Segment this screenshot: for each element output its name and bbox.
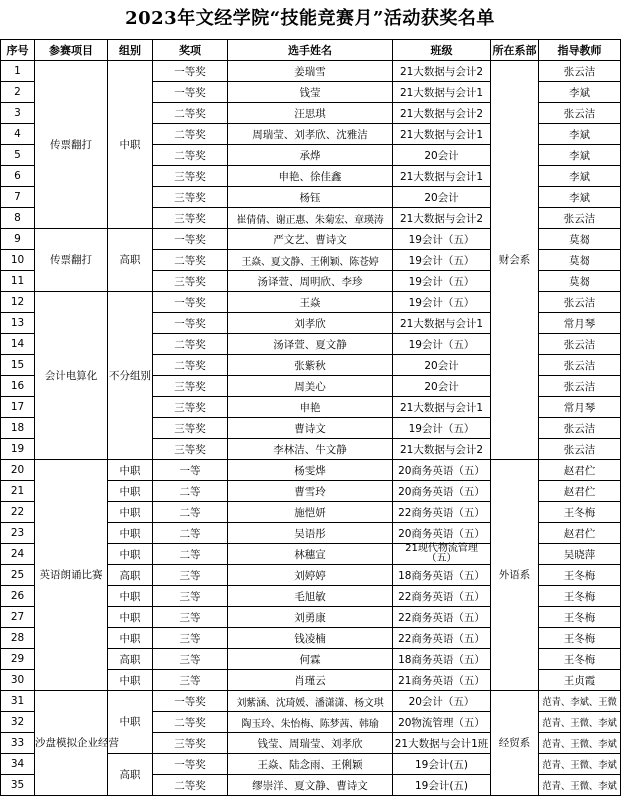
cell-names: 刘婷婷	[228, 565, 393, 586]
table-row	[1, 61, 621, 82]
cell-class: 21大数据与会计2	[393, 103, 491, 124]
cell-teacher: 常月琴	[539, 397, 621, 418]
cell-names: 王焱	[228, 292, 393, 313]
cell-award: 三等	[153, 586, 228, 607]
cell-class: 19会计（五）	[393, 271, 491, 292]
cell-no: 16	[1, 376, 35, 397]
cell-group: 中职	[108, 460, 153, 481]
cell-dept: 财会系	[491, 61, 539, 460]
cell-group: 高职	[108, 649, 153, 670]
cell-group: 高职	[108, 229, 153, 292]
cell-names: 钱莹	[228, 82, 393, 103]
cell-teacher: 李斌	[539, 166, 621, 187]
cell-class: 19会计(五)	[393, 775, 491, 796]
cell-teacher: 莫芻	[539, 229, 621, 250]
cell-award: 一等	[153, 460, 228, 481]
cell-no: 25	[1, 565, 35, 586]
cell-no: 34	[1, 754, 35, 775]
cell-teacher: 范青、李斌、王微	[539, 691, 621, 712]
cell-names: 陶玉玲、朱怡梅、陈梦茜、韩瑜	[228, 712, 393, 733]
cell-names: 施恺妍	[228, 502, 393, 523]
cell-names: 周瑞莹、刘孝欣、沈雅洁	[228, 124, 393, 145]
cell-award: 二等奖	[153, 124, 228, 145]
cell-class: 22商务英语（五）	[393, 502, 491, 523]
cell-award: 三等奖	[153, 418, 228, 439]
cell-group: 高职	[108, 754, 153, 796]
cell-names: 姜瑞雪	[228, 61, 393, 82]
cell-award: 一等奖	[153, 313, 228, 334]
cell-names: 李林洁、牛文静	[228, 439, 393, 460]
cell-names: 缪崇洋、夏文静、曹诗文	[228, 775, 393, 796]
table-row	[1, 460, 621, 481]
cell-teacher: 莫芻	[539, 271, 621, 292]
cell-teacher: 王冬梅	[539, 565, 621, 586]
cell-teacher: 李斌	[539, 124, 621, 145]
cell-award: 三等	[153, 670, 228, 691]
cell-names: 张紫秋	[228, 355, 393, 376]
cell-teacher: 范青、王微、李斌	[539, 775, 621, 796]
cell-names: 汤译萱、周明欣、李珍	[228, 271, 393, 292]
cell-no: 27	[1, 607, 35, 628]
cell-class: 20会计（五）	[393, 691, 491, 712]
award-table	[0, 39, 621, 796]
cell-teacher: 范青、王微、李斌	[539, 712, 621, 733]
cell-no: 22	[1, 502, 35, 523]
cell-class: 20商务英语（五）	[393, 481, 491, 502]
cell-award: 二等奖	[153, 355, 228, 376]
cell-no: 9	[1, 229, 35, 250]
cell-class: 21现代物流管理（五）	[393, 544, 491, 565]
cell-award: 三等	[153, 649, 228, 670]
cell-no: 35	[1, 775, 35, 796]
cell-names: 林穗宣	[228, 544, 393, 565]
cell-names: 肖瑾云	[228, 670, 393, 691]
cell-no: 10	[1, 250, 35, 271]
header-group: 组别	[108, 40, 153, 61]
cell-class: 20商务英语（五）	[393, 460, 491, 481]
cell-award: 三等奖	[153, 208, 228, 229]
cell-no: 20	[1, 460, 35, 481]
header-class: 班级	[393, 40, 491, 61]
cell-award: 一等奖	[153, 61, 228, 82]
cell-class: 18商务英语（五）	[393, 565, 491, 586]
cell-award: 三等奖	[153, 733, 228, 754]
cell-no: 21	[1, 481, 35, 502]
cell-teacher: 赵君伫	[539, 523, 621, 544]
header-dept: 所在系部	[491, 40, 539, 61]
cell-no: 11	[1, 271, 35, 292]
cell-teacher: 王贞霞	[539, 670, 621, 691]
cell-class: 22商务英语（五）	[393, 628, 491, 649]
cell-award: 一等奖	[153, 754, 228, 775]
cell-award: 一等奖	[153, 691, 228, 712]
cell-class: 21大数据与会计1班	[393, 733, 491, 754]
cell-names: 刘孝欣	[228, 313, 393, 334]
cell-class: 21商务英语（五）	[393, 670, 491, 691]
cell-project: 传票翻打	[35, 61, 108, 229]
cell-names: 吴语彤	[228, 523, 393, 544]
cell-teacher: 王冬梅	[539, 502, 621, 523]
cell-class: 19会计（五）	[393, 250, 491, 271]
cell-class: 19会计（五）	[393, 418, 491, 439]
cell-names: 申艳	[228, 397, 393, 418]
cell-class: 21大数据与会计1	[393, 166, 491, 187]
cell-class: 20会计	[393, 355, 491, 376]
cell-class: 19会计(五)	[393, 754, 491, 775]
cell-group: 中职	[108, 481, 153, 502]
cell-class: 21大数据与会计2	[393, 61, 491, 82]
cell-award: 二等奖	[153, 250, 228, 271]
cell-no: 18	[1, 418, 35, 439]
cell-project: 沙盘模拟企业经营	[35, 691, 108, 796]
cell-class: 20商务英语（五）	[393, 523, 491, 544]
cell-award: 三等奖	[153, 187, 228, 208]
cell-teacher: 李斌	[539, 145, 621, 166]
cell-teacher: 张云洁	[539, 334, 621, 355]
cell-award: 二等	[153, 523, 228, 544]
cell-class: 21大数据与会计1	[393, 124, 491, 145]
cell-dept: 经贸系	[491, 691, 539, 796]
cell-no: 23	[1, 523, 35, 544]
cell-class: 20会计	[393, 376, 491, 397]
cell-award: 二等	[153, 481, 228, 502]
cell-teacher: 常月琴	[539, 313, 621, 334]
cell-award: 二等奖	[153, 103, 228, 124]
cell-no: 8	[1, 208, 35, 229]
cell-award: 一等奖	[153, 292, 228, 313]
cell-no: 12	[1, 292, 35, 313]
cell-no: 13	[1, 313, 35, 334]
cell-no: 17	[1, 397, 35, 418]
cell-project: 会计电算化	[35, 292, 108, 460]
cell-teacher: 张云洁	[539, 376, 621, 397]
cell-group: 不分组别	[108, 292, 153, 460]
cell-class: 21大数据与会计1	[393, 397, 491, 418]
cell-class: 19会计（五）	[393, 292, 491, 313]
cell-teacher: 范青、王微、李斌	[539, 754, 621, 775]
cell-class: 20会计	[393, 145, 491, 166]
table-header-row	[1, 40, 621, 61]
cell-names: 曹诗文	[228, 418, 393, 439]
cell-no: 32	[1, 712, 35, 733]
cell-teacher: 张云洁	[539, 103, 621, 124]
cell-no: 26	[1, 586, 35, 607]
cell-project: 传票翻打	[35, 229, 108, 292]
cell-no: 31	[1, 691, 35, 712]
cell-teacher: 王冬梅	[539, 607, 621, 628]
cell-award: 三等	[153, 607, 228, 628]
cell-names: 刘紫涵、沈琦媛、潘潇潇、杨文琪	[228, 691, 393, 712]
cell-award: 一等奖	[153, 229, 228, 250]
cell-teacher: 赵君伫	[539, 481, 621, 502]
cell-no: 19	[1, 439, 35, 460]
cell-no: 28	[1, 628, 35, 649]
cell-teacher: 王冬梅	[539, 649, 621, 670]
cell-award: 二等奖	[153, 334, 228, 355]
page-title: 2023年文经学院“技能竞赛月”活动获奖名单	[125, 8, 495, 29]
cell-group: 中职	[108, 586, 153, 607]
cell-names: 杨钰	[228, 187, 393, 208]
cell-group: 中职	[108, 691, 153, 754]
header-project: 参赛项目	[35, 40, 108, 61]
cell-award: 一等奖	[153, 82, 228, 103]
cell-teacher: 莫芻	[539, 250, 621, 271]
cell-teacher: 张云洁	[539, 61, 621, 82]
cell-award: 二等	[153, 502, 228, 523]
cell-class: 19会计（五）	[393, 334, 491, 355]
cell-award: 二等奖	[153, 775, 228, 796]
cell-no: 5	[1, 145, 35, 166]
cell-names: 汪思琪	[228, 103, 393, 124]
cell-no: 3	[1, 103, 35, 124]
cell-teacher: 吴晓萍	[539, 544, 621, 565]
cell-class: 22商务英语（五）	[393, 586, 491, 607]
cell-class: 20会计	[393, 187, 491, 208]
cell-names: 杨雯烨	[228, 460, 393, 481]
cell-teacher: 李斌	[539, 187, 621, 208]
cell-no: 4	[1, 124, 35, 145]
cell-names: 承烨	[228, 145, 393, 166]
cell-names: 周美心	[228, 376, 393, 397]
cell-names: 毛旭敏	[228, 586, 393, 607]
cell-teacher: 张云洁	[539, 355, 621, 376]
cell-teacher: 李斌	[539, 82, 621, 103]
cell-group: 中职	[108, 502, 153, 523]
cell-no: 14	[1, 334, 35, 355]
cell-group: 高职	[108, 565, 153, 586]
cell-class: 20物流管理（五）	[393, 712, 491, 733]
cell-names: 刘勇康	[228, 607, 393, 628]
cell-class: 21大数据与会计2	[393, 439, 491, 460]
cell-names: 崔倩倩、谢正惠、朱菊宏、章瑛涛	[228, 208, 393, 229]
cell-group: 中职	[108, 670, 153, 691]
cell-teacher: 范青、王微、李斌	[539, 733, 621, 754]
cell-no: 24	[1, 544, 35, 565]
cell-award: 三等	[153, 565, 228, 586]
cell-award: 三等奖	[153, 166, 228, 187]
cell-group: 中职	[108, 628, 153, 649]
cell-teacher: 王冬梅	[539, 628, 621, 649]
cell-names: 钱凌楠	[228, 628, 393, 649]
cell-award: 三等奖	[153, 397, 228, 418]
cell-names: 何霖	[228, 649, 393, 670]
cell-no: 6	[1, 166, 35, 187]
cell-project: 英语朗诵比赛	[35, 460, 108, 691]
cell-dept: 外语系	[491, 460, 539, 691]
cell-teacher: 张云洁	[539, 292, 621, 313]
cell-teacher: 张云洁	[539, 418, 621, 439]
cell-names: 王焱、陆念雨、王俐颖	[228, 754, 393, 775]
cell-teacher: 王冬梅	[539, 586, 621, 607]
cell-group: 中职	[108, 61, 153, 229]
header-no: 序号	[1, 40, 35, 61]
cell-teacher: 赵君伫	[539, 460, 621, 481]
cell-class: 21大数据与会计1	[393, 313, 491, 334]
cell-no: 33	[1, 733, 35, 754]
cell-class: 18商务英语（五）	[393, 649, 491, 670]
header-award: 奖项	[153, 40, 228, 61]
cell-names: 汤译萱、夏文静	[228, 334, 393, 355]
cell-class: 21大数据与会计1	[393, 82, 491, 103]
cell-names: 钱莹、周瑞莹、刘孝欣	[228, 733, 393, 754]
header-names: 选手姓名	[228, 40, 393, 61]
header-teacher: 指导教师	[539, 40, 621, 61]
cell-no: 2	[1, 82, 35, 103]
cell-group: 中职	[108, 523, 153, 544]
cell-names: 严文艺、曹诗文	[228, 229, 393, 250]
cell-no: 1	[1, 61, 35, 82]
cell-class: 21大数据与会计2	[393, 208, 491, 229]
cell-names: 王焱、夏文静、王俐颖、陈苍婷	[228, 250, 393, 271]
table-row	[1, 691, 621, 712]
cell-award: 二等奖	[153, 145, 228, 166]
cell-award: 二等	[153, 544, 228, 565]
cell-class: 19会计（五）	[393, 229, 491, 250]
cell-award: 三等奖	[153, 376, 228, 397]
cell-names: 申艳、徐佳鑫	[228, 166, 393, 187]
cell-no: 15	[1, 355, 35, 376]
cell-group: 中职	[108, 607, 153, 628]
cell-award: 三等奖	[153, 271, 228, 292]
cell-award: 三等	[153, 628, 228, 649]
cell-teacher: 张云洁	[539, 439, 621, 460]
cell-no: 29	[1, 649, 35, 670]
cell-award: 三等奖	[153, 439, 228, 460]
cell-no: 30	[1, 670, 35, 691]
cell-class: 22商务英语（五）	[393, 607, 491, 628]
cell-names: 曹雪玲	[228, 481, 393, 502]
cell-teacher: 张云洁	[539, 208, 621, 229]
cell-group: 中职	[108, 544, 153, 565]
cell-no: 7	[1, 187, 35, 208]
cell-award: 二等奖	[153, 712, 228, 733]
